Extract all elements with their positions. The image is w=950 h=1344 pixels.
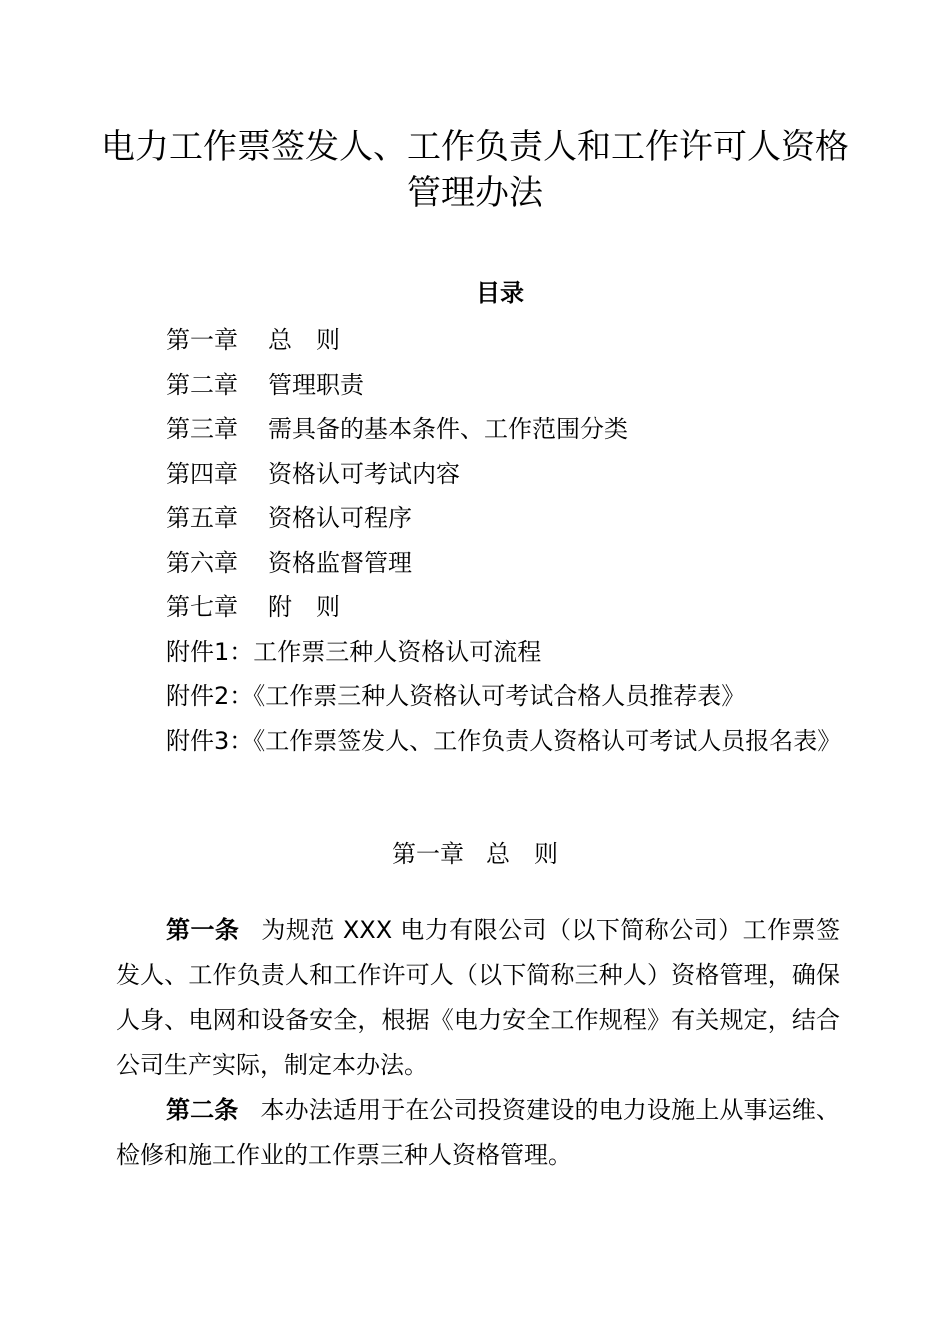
article-text: 本办法适用于在公司投资建设的电力设施上从事运维、检修和施工作业的工作票三种人资格管理。 [116,1096,841,1169]
toc-chapter-title: 管理职责 [268,370,364,399]
toc-item-attachment-3: 附件3：《工作票签发人、工作负责人资格认可考试人员报名表》 [166,726,842,755]
toc-chapter-title: 总 则 [268,326,340,354]
chapter-name: 总 则 [486,840,558,868]
toc-chapter-title: 资格监督管理 [268,548,412,577]
toc-item-chapter-3 [166,407,846,452]
article-text: 为规范 XXX 电力有限公司（以下简称公司）工作票签发人、工作负责人和工作许可人（以下简称三种人）资格管理，确保人身、电网和设备安全，根据《电力安全工作规程》有关规定，结合公司生产实际，制定本办法。 [116,916,840,1079]
toc-item-attachment-1: 附件1：工作票三种人资格认可流程 [166,637,542,666]
toc-chapter-number: 第一章 [166,326,238,354]
toc-chapter-title: 资格认可考试内容 [268,459,460,488]
document-title: 电力工作票签发人、工作负责人和工作许可人资格管理办法 [101,127,849,213]
toc-item-chapter-4 [166,452,846,497]
toc-chapter-number: 第二章 [166,370,238,399]
article-lead: 第一条 [166,916,240,944]
chapter-number: 第一章 [392,840,464,868]
toc-item-chapter-7 [166,585,846,630]
toc-chapter-title: 资格认可程序 [268,504,412,532]
toc-chapter-number: 第六章 [166,548,238,577]
toc-chapter-number: 第三章 [166,415,238,443]
toc-chapter-title: 需具备的基本条件、工作范围分类 [268,415,628,443]
toc-chapter-number: 第七章 [166,593,238,621]
toc-item-chapter-1 [166,318,846,363]
toc-item-attachment-2: 附件2：《工作票三种人资格认可考试合格人员推荐表》 [166,682,746,710]
article-lead: 第二条 [166,1096,239,1124]
toc-item-chapter-5 [166,496,846,541]
article-2 [116,1088,840,1178]
toc-chapter-number: 第五章 [166,504,238,532]
toc-heading: 目录 [476,279,524,307]
toc-item-chapter-2 [166,363,846,408]
toc-item-chapter-6 [166,541,846,586]
chapter-heading [0,836,950,872]
toc-chapter-number: 第四章 [166,459,238,488]
toc-chapter-title: 附 则 [268,593,340,621]
table-of-contents [166,318,846,763]
article-1 [116,908,840,1088]
